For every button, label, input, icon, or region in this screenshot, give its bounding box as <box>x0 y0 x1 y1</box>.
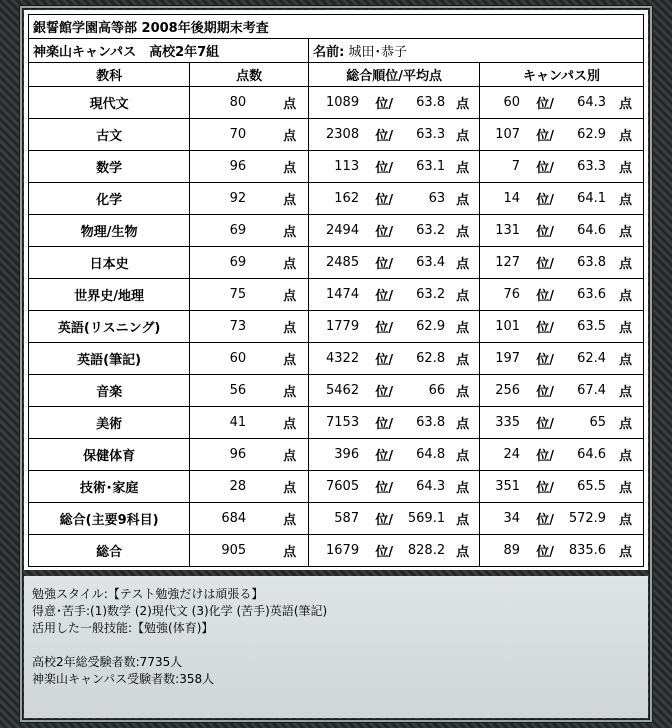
report-title: 銀誓館学園高等部 2008年後期期末考査 <box>29 15 644 39</box>
average-unit: 点 <box>619 449 633 464</box>
score-value: 96 <box>229 447 247 462</box>
campus-cell <box>480 151 644 183</box>
average-unit: 点 <box>456 97 470 112</box>
table-row <box>29 343 644 375</box>
score-cell <box>190 151 309 183</box>
grade-table <box>28 14 644 567</box>
average-unit: 点 <box>456 417 470 432</box>
name-label: 名前: <box>313 45 345 60</box>
campus-cell <box>480 407 644 439</box>
rank-unit: 位/ <box>375 161 394 176</box>
overall-rank: 1089 <box>326 95 360 110</box>
subject-name: 化学 <box>29 183 190 215</box>
table-row <box>29 375 644 407</box>
rank-unit: 位/ <box>375 545 394 560</box>
grade-rows <box>29 87 644 567</box>
score-unit: 点 <box>283 449 297 464</box>
rank-unit: 位/ <box>536 513 555 528</box>
subject-name: 数学 <box>29 151 190 183</box>
average-unit: 点 <box>619 225 633 240</box>
score-cell <box>190 247 309 279</box>
score-cell <box>190 279 309 311</box>
campus-average: 65.5 <box>577 479 607 494</box>
subject-name: 物理/生物 <box>29 215 190 247</box>
average-unit: 点 <box>619 257 633 272</box>
rank-unit: 位/ <box>375 97 394 112</box>
campus-average: 63.8 <box>577 255 607 270</box>
score-cell <box>190 535 309 567</box>
score-value: 56 <box>229 383 247 398</box>
rank-unit: 位/ <box>536 193 555 208</box>
average-unit: 点 <box>456 225 470 240</box>
score-unit: 点 <box>283 193 297 208</box>
table-row <box>29 215 644 247</box>
overall-rank: 1779 <box>326 319 360 334</box>
rank-unit: 位/ <box>536 353 555 368</box>
overall-cell <box>309 151 480 183</box>
strengths: 得意･苦手:(1)数学 (2)現代文 (3)化学 (苦手)英語(筆記) <box>32 604 328 618</box>
header-campus: キャンパス別 <box>480 63 644 87</box>
student-name: 城田･恭子 <box>348 45 407 60</box>
rank-unit: 位/ <box>375 353 394 368</box>
campus-rank: 14 <box>503 191 521 206</box>
score-unit: 点 <box>283 385 297 400</box>
overall-average: 63 <box>428 191 446 206</box>
subject-name: 技術･家庭 <box>29 471 190 503</box>
score-unit: 点 <box>283 353 297 368</box>
campus-rank: 351 <box>495 479 521 494</box>
overall-rank: 2308 <box>326 127 360 142</box>
score-value: 96 <box>229 159 247 174</box>
score-unit: 点 <box>283 129 297 144</box>
campus-rank: 107 <box>495 127 521 142</box>
average-unit: 点 <box>619 97 633 112</box>
average-unit: 点 <box>456 289 470 304</box>
study-style: 勉強スタイル:【テスト勉強だけは頑張る】 <box>32 587 264 601</box>
campus-rank: 131 <box>495 223 521 238</box>
overall-rank: 396 <box>334 447 360 462</box>
rank-unit: 位/ <box>536 161 555 176</box>
table-row <box>29 503 644 535</box>
campus-rank: 24 <box>503 447 521 462</box>
header-overall: 総合順位/平均点 <box>309 63 480 87</box>
overall-cell <box>309 535 480 567</box>
rank-unit: 位/ <box>536 449 555 464</box>
overall-cell <box>309 279 480 311</box>
score-value: 684 <box>221 511 247 526</box>
rank-unit: 位/ <box>375 129 394 144</box>
header-score: 点数 <box>190 63 309 87</box>
campus-rank: 335 <box>495 415 521 430</box>
rank-unit: 位/ <box>536 289 555 304</box>
overall-average: 63.2 <box>416 223 446 238</box>
total-examinees-campus: 神楽山キャンパス受験者数:358人 <box>32 672 215 686</box>
overall-cell <box>309 87 480 119</box>
overall-average: 63.4 <box>416 255 446 270</box>
campus-average: 572.9 <box>568 511 607 526</box>
campus-average: 64.6 <box>577 223 607 238</box>
subject-name: 美術 <box>29 407 190 439</box>
rank-unit: 位/ <box>536 545 555 560</box>
score-cell <box>190 87 309 119</box>
average-unit: 点 <box>619 161 633 176</box>
subject-name: 音楽 <box>29 375 190 407</box>
table-row <box>29 183 644 215</box>
rank-unit: 位/ <box>375 257 394 272</box>
score-cell <box>190 471 309 503</box>
overall-rank: 4322 <box>326 351 360 366</box>
overall-average: 828.2 <box>407 543 446 558</box>
average-unit: 点 <box>456 385 470 400</box>
subject-name: 日本史 <box>29 247 190 279</box>
overall-rank: 7605 <box>326 479 360 494</box>
rank-unit: 位/ <box>375 289 394 304</box>
overall-average: 63.3 <box>416 127 446 142</box>
campus-average: 835.6 <box>568 543 607 558</box>
score-value: 75 <box>229 287 247 302</box>
overall-cell <box>309 311 480 343</box>
average-unit: 点 <box>456 193 470 208</box>
campus-rank: 256 <box>495 383 521 398</box>
campus-rank: 127 <box>495 255 521 270</box>
overall-average: 62.8 <box>416 351 446 366</box>
average-unit: 点 <box>456 449 470 464</box>
score-unit: 点 <box>283 257 297 272</box>
overall-cell <box>309 119 480 151</box>
campus-cell <box>480 183 644 215</box>
overall-average: 64.3 <box>416 479 446 494</box>
rank-unit: 位/ <box>536 97 555 112</box>
overall-rank: 1679 <box>326 543 360 558</box>
score-cell <box>190 343 309 375</box>
average-unit: 点 <box>619 353 633 368</box>
overall-average: 63.2 <box>416 287 446 302</box>
overall-cell <box>309 183 480 215</box>
score-unit: 点 <box>283 321 297 336</box>
campus-cell <box>480 439 644 471</box>
campus-rank: 34 <box>503 511 521 526</box>
student-name-cell <box>309 39 644 63</box>
average-unit: 点 <box>619 129 633 144</box>
campus-class: 神楽山キャンパス 高校2年7組 <box>29 39 309 63</box>
average-unit: 点 <box>619 385 633 400</box>
rank-unit: 位/ <box>536 129 555 144</box>
score-value: 73 <box>229 319 247 334</box>
overall-cell <box>309 407 480 439</box>
campus-cell <box>480 311 644 343</box>
score-cell <box>190 407 309 439</box>
campus-cell <box>480 375 644 407</box>
average-unit: 点 <box>619 417 633 432</box>
campus-cell <box>480 247 644 279</box>
subject-name: 古文 <box>29 119 190 151</box>
overall-average: 62.9 <box>416 319 446 334</box>
campus-average: 64.6 <box>577 447 607 462</box>
score-value: 28 <box>229 479 247 494</box>
campus-average: 67.4 <box>577 383 607 398</box>
overall-average: 66 <box>428 383 446 398</box>
table-row <box>29 151 644 183</box>
score-cell <box>190 503 309 535</box>
rank-unit: 位/ <box>375 417 394 432</box>
subject-name: 世界史/地理 <box>29 279 190 311</box>
campus-cell <box>480 535 644 567</box>
table-row <box>29 119 644 151</box>
overall-cell <box>309 247 480 279</box>
table-row <box>29 471 644 503</box>
campus-rank: 197 <box>495 351 521 366</box>
score-cell <box>190 183 309 215</box>
rank-unit: 位/ <box>536 321 555 336</box>
rank-unit: 位/ <box>536 225 555 240</box>
score-unit: 点 <box>283 481 297 496</box>
score-cell <box>190 375 309 407</box>
overall-rank: 5462 <box>326 383 360 398</box>
campus-rank: 60 <box>503 95 521 110</box>
notes-panel <box>24 576 648 718</box>
overall-average: 569.1 <box>407 511 446 526</box>
overall-rank: 113 <box>334 159 360 174</box>
overall-cell <box>309 471 480 503</box>
average-unit: 点 <box>456 481 470 496</box>
average-unit: 点 <box>456 321 470 336</box>
overall-rank: 1474 <box>326 287 360 302</box>
rank-unit: 位/ <box>536 417 555 432</box>
average-unit: 点 <box>619 193 633 208</box>
overall-cell <box>309 375 480 407</box>
campus-average: 64.1 <box>577 191 607 206</box>
average-unit: 点 <box>619 289 633 304</box>
table-row <box>29 439 644 471</box>
score-unit: 点 <box>283 161 297 176</box>
overall-cell <box>309 439 480 471</box>
table-row <box>29 535 644 567</box>
subject-name: 英語(リスニング) <box>29 311 190 343</box>
overall-cell <box>309 343 480 375</box>
rank-unit: 位/ <box>536 385 555 400</box>
campus-average: 64.3 <box>577 95 607 110</box>
score-cell <box>190 119 309 151</box>
campus-cell <box>480 343 644 375</box>
average-unit: 点 <box>456 129 470 144</box>
campus-rank: 89 <box>503 543 521 558</box>
campus-average: 63.5 <box>577 319 607 334</box>
table-row <box>29 407 644 439</box>
score-unit: 点 <box>283 225 297 240</box>
campus-cell <box>480 471 644 503</box>
score-unit: 点 <box>283 545 297 560</box>
rank-unit: 位/ <box>536 257 555 272</box>
overall-average: 63.8 <box>416 415 446 430</box>
average-unit: 点 <box>456 161 470 176</box>
overall-average: 63.1 <box>416 159 446 174</box>
rank-unit: 位/ <box>375 481 394 496</box>
score-value: 41 <box>229 415 247 430</box>
overall-rank: 2494 <box>326 223 360 238</box>
campus-cell <box>480 87 644 119</box>
average-unit: 点 <box>456 545 470 560</box>
campus-rank: 101 <box>495 319 521 334</box>
campus-cell <box>480 279 644 311</box>
overall-average: 64.8 <box>416 447 446 462</box>
average-unit: 点 <box>456 513 470 528</box>
rank-unit: 位/ <box>375 385 394 400</box>
header-subject: 教科 <box>29 63 190 87</box>
overall-rank: 7153 <box>326 415 360 430</box>
score-unit: 点 <box>283 417 297 432</box>
campus-rank: 7 <box>511 159 521 174</box>
campus-average: 65 <box>589 415 607 430</box>
score-value: 69 <box>229 223 247 238</box>
campus-cell <box>480 215 644 247</box>
table-row <box>29 311 644 343</box>
score-cell <box>190 215 309 247</box>
score-value: 905 <box>221 543 247 558</box>
general-skill: 活用した一般技能:【勉強(体育)】 <box>32 621 214 635</box>
rank-unit: 位/ <box>375 449 394 464</box>
campus-average: 62.4 <box>577 351 607 366</box>
overall-rank: 587 <box>334 511 360 526</box>
score-unit: 点 <box>283 97 297 112</box>
average-unit: 点 <box>619 513 633 528</box>
table-row <box>29 247 644 279</box>
average-unit: 点 <box>619 321 633 336</box>
total-examinees-grade: 高校2年総受験者数:7735人 <box>32 655 183 669</box>
score-cell <box>190 439 309 471</box>
table-row <box>29 87 644 119</box>
campus-average: 63.6 <box>577 287 607 302</box>
campus-average: 62.9 <box>577 127 607 142</box>
score-unit: 点 <box>283 289 297 304</box>
average-unit: 点 <box>456 353 470 368</box>
subject-name: 保健体育 <box>29 439 190 471</box>
overall-rank: 2485 <box>326 255 360 270</box>
score-value: 69 <box>229 255 247 270</box>
report-card-panel <box>24 10 648 570</box>
table-row <box>29 279 644 311</box>
average-unit: 点 <box>619 545 633 560</box>
score-cell <box>190 311 309 343</box>
overall-rank: 162 <box>334 191 360 206</box>
score-value: 92 <box>229 191 247 206</box>
subject-name: 英語(筆記) <box>29 343 190 375</box>
overall-average: 63.8 <box>416 95 446 110</box>
score-unit: 点 <box>283 513 297 528</box>
campus-cell <box>480 503 644 535</box>
overall-cell <box>309 215 480 247</box>
campus-average: 63.3 <box>577 159 607 174</box>
score-value: 70 <box>229 127 247 142</box>
subject-name: 総合 <box>29 535 190 567</box>
campus-cell <box>480 119 644 151</box>
average-unit: 点 <box>456 257 470 272</box>
score-value: 60 <box>229 351 247 366</box>
rank-unit: 位/ <box>375 193 394 208</box>
rank-unit: 位/ <box>375 321 394 336</box>
campus-rank: 76 <box>503 287 521 302</box>
rank-unit: 位/ <box>375 513 394 528</box>
average-unit: 点 <box>619 481 633 496</box>
rank-unit: 位/ <box>375 225 394 240</box>
subject-name: 総合(主要9科目) <box>29 503 190 535</box>
rank-unit: 位/ <box>536 481 555 496</box>
score-value: 80 <box>229 95 247 110</box>
overall-cell <box>309 503 480 535</box>
subject-name: 現代文 <box>29 87 190 119</box>
